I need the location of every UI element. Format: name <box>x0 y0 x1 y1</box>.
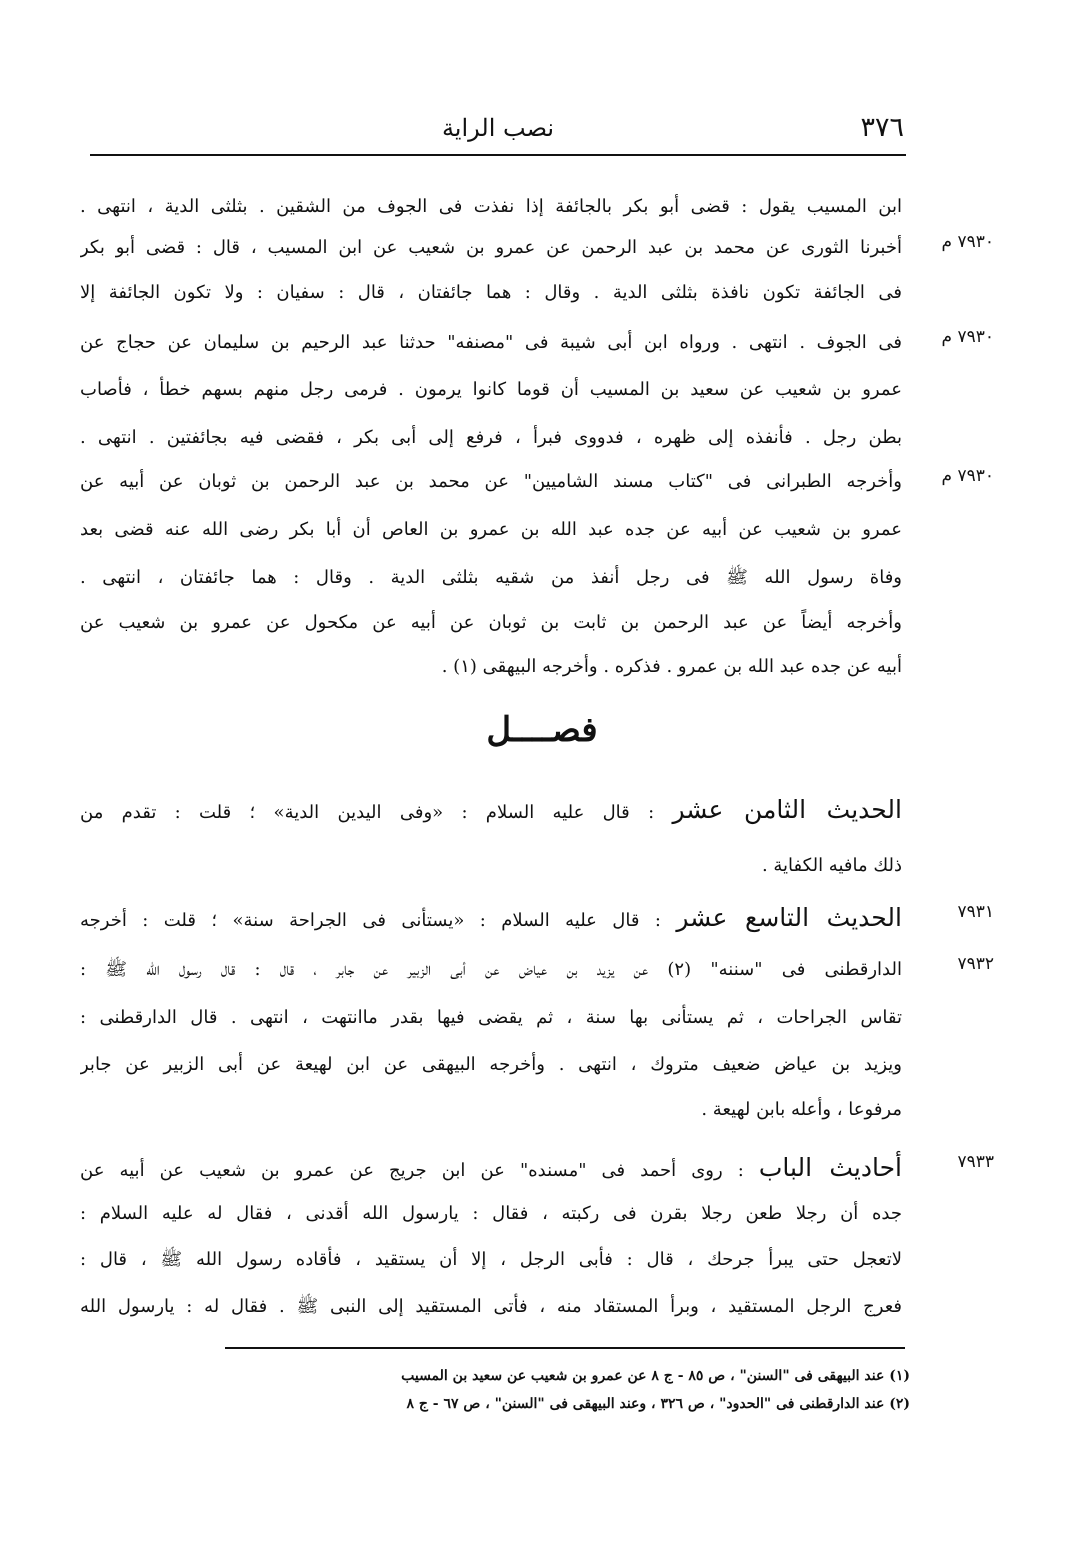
text-line: الدارقطنى فى "سننه" (٢) عن يزيد بن عياض عن أبى الزبير عن جابر ، قال : قال رسول الله ﷺ : <box>80 959 902 980</box>
text-row <box>80 898 994 942</box>
text-row <box>80 1090 994 1134</box>
hadith-text: : قال عليه السلام : «وفى اليدين الدية» ؛ قلت : تقدم من <box>80 802 655 823</box>
text-line: فعرج الرجل المستقيد ، وبرأ المستقاد منه ، فأتى المستقيد إلى النبى ﷺ . فقال له : يارسول الله <box>80 1296 902 1317</box>
hadith-heading: أحاديث الباب <box>758 1153 902 1182</box>
text-line: وأخرجه الطبرانى فى "كتاب مسند الشاميين" عن محمد بن عبد الرحمن بن ثوبان عن أبيه عن <box>80 471 902 492</box>
page-header <box>90 108 906 148</box>
text-row <box>80 187 994 231</box>
text-row <box>80 1240 994 1284</box>
text-row <box>80 998 994 1042</box>
text-row <box>80 323 994 367</box>
text-row <box>80 1148 994 1192</box>
text-row <box>80 1287 994 1331</box>
text-line <box>80 898 902 941</box>
text-line: فى الجوف . انتهى . ورواه ابن أبى شيبة فى "مصنفه" حدثنا عبد الرحيم بن سليمان عن حجاج عن <box>80 332 902 353</box>
text-line: وأخرجه أيضاً عن عبد الرحمن بن ثابت بن ثوبان عن أبيه عن مكحول عن عمرو بن شعيب عن <box>80 612 902 633</box>
hadith-number: ٧٩٣١ <box>957 902 994 922</box>
footnote-divider <box>225 1347 905 1349</box>
running-title: نصب الراية <box>441 114 555 142</box>
hadith-heading: الحديث التاسع عشر <box>676 903 902 932</box>
text-line: عمرو بن شعيب عن أبيه عن جده عبد الله بن عمرو بن العاص أن أبا بكر رضى الله عنه قضى بعد <box>80 519 902 540</box>
text-row <box>80 510 994 554</box>
section-heading: فصــــل <box>486 710 598 750</box>
page-number: ٣٧٦ <box>860 112 904 143</box>
text-line: عمرو بن شعيب عن سعيد بن المسيب أن قوما كانوا يرمون . فرمى رجل منهم بسهم خطأ ، فأصاب <box>80 379 902 400</box>
text-row <box>80 647 994 691</box>
hadith-number: ٧٩٣٠ م <box>941 466 994 486</box>
text-line: جده أن رجلا طعن رجلا بقرن فى ركبته ، فقال : يارسول الله أقدنى ، فقال له عليه السلام : <box>80 1203 902 1224</box>
text-line <box>80 1148 902 1191</box>
text-row <box>80 462 994 506</box>
text-line: فى الجائفة تكون نافذة بثلثى الدية . وقال : هما جائفتان ، قال : سفيان : ولا تكون الجائفة إلا <box>80 282 902 303</box>
hadith-text: : قال عليه السلام : «يستأنى فى الجراحة سنة» ؛ قلت : أخرجه <box>80 910 661 931</box>
text-line: لاتعجل حتى يبرأ جرحك ، قال : فأبى الرجل ، إلا أن يستقيد ، فأقاده رسول الله ﷺ ، قال : <box>80 1249 902 1270</box>
hadith-number: ٧٩٣٢ <box>957 954 994 974</box>
footnote-1: (١) عند البيهقى فى "السنن" ، ص ٨٥ - ج ٨ عن عمرو بن شعيب عن سعيد بن المسيب <box>401 1368 910 1384</box>
text-line <box>80 790 902 833</box>
text-line: أخبرنا الثورى عن محمد بن عبد الرحمن عن عمرو بن شعيب عن ابن المسيب ، قال : قضى أبو بكر <box>80 237 902 258</box>
text-row <box>80 950 994 994</box>
hadith-heading: الحديث الثامن عشر <box>672 795 902 824</box>
hadith-number: ٧٩٣٠ م <box>941 232 994 252</box>
text-line: ذلك مافيه الكفاية . <box>761 855 902 876</box>
text-line: ابن المسيب يقول : قضى أبو بكر بالجائفة إذا نفذت فى الجوف من الشقين . بثلثى الدية ، انتهى . <box>80 196 902 217</box>
hadith-number: ٧٩٣٠ م <box>941 327 994 347</box>
text-row <box>80 418 994 462</box>
footnote-2: (٢) عند الدارقطنى فى "الحدود" ، ص ٣٢٦ ، وعند البيهقى فى "السنن" ، ص ٦٧ - ج ٨ <box>406 1396 910 1412</box>
text-row <box>80 846 994 890</box>
text-line: ويزيد بن عياض ضعيف متروك ، انتهى . وأخرجه البيهقى عن ابن لهيعة عن أبى الزبير عن جابر <box>80 1054 902 1075</box>
text-line: تقاس الجراحات ، ثم يستأنى بها سنة ، ثم يقضى فيها بقدر ماانتهت ، انتهى . قال الدارقطنى : <box>80 1007 902 1028</box>
text-row <box>80 273 994 317</box>
text-line: وفاة رسول الله ﷺ فى رجل أنفذ من شقيه بثلثى الدية . وقال : هما جائفتان ، انتهى . <box>80 567 902 588</box>
header-divider <box>90 154 906 156</box>
text-row <box>80 1194 994 1238</box>
text-row <box>80 370 994 414</box>
text-line: مرفوعا ، وأعله بابن لهيعة . <box>701 1099 902 1120</box>
text-row <box>80 558 994 602</box>
text-row <box>80 603 994 647</box>
text-line: بطن رجل . فأنفذه إلى ظهره ، فدووى فبرأ ، فرفع إلى أبى بكر ، فقضى فيه بجائفتين . انتهى . <box>80 427 902 448</box>
hadith-text: : روى أحمد فى "مسنده" عن ابن جريج عن عمرو بن شعيب عن أبيه عن <box>80 1160 744 1181</box>
text-line: أبيه عن جده عبد الله بن عمرو . فذكره . وأخرجه البيهقى (١) . <box>441 656 902 677</box>
text-row <box>80 1045 994 1089</box>
text-row <box>80 790 994 834</box>
hadith-number: ٧٩٣٣ <box>957 1152 994 1172</box>
text-row <box>80 228 994 272</box>
